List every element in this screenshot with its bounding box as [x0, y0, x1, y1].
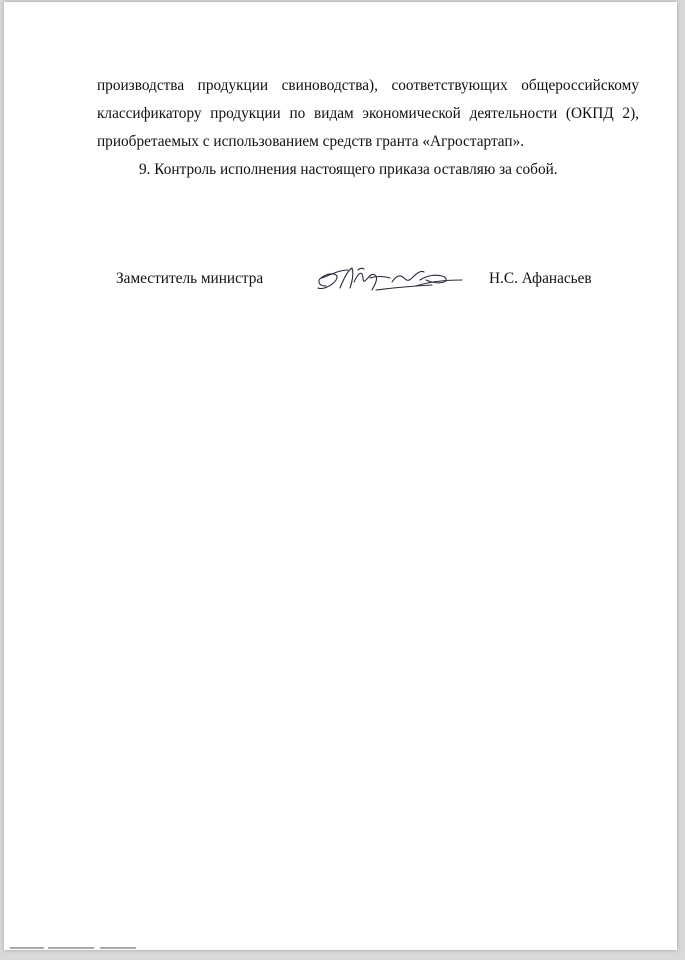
document-page — [4, 2, 677, 950]
body-line-2: классификатору продукции по видам экономической деятельности (ОКПД 2), — [97, 105, 639, 122]
body-line-1: производства продукции свиноводства), соответствующих общероссийскому — [97, 77, 639, 94]
signature-block — [4, 260, 677, 300]
body-line-3: приобретаемых с использованием средств гранта «Агростартап». — [97, 133, 525, 150]
signatory-name: Н.С. Афанасьев — [489, 270, 592, 287]
handwritten-signature — [312, 260, 472, 296]
paragraph-9: 9. Контроль исполнения настоящего приказа оставляю за собой. — [139, 161, 558, 178]
signatory-position: Заместитель министра — [116, 270, 264, 287]
footer-rule-marks — [10, 946, 138, 950]
document-body — [97, 72, 639, 184]
